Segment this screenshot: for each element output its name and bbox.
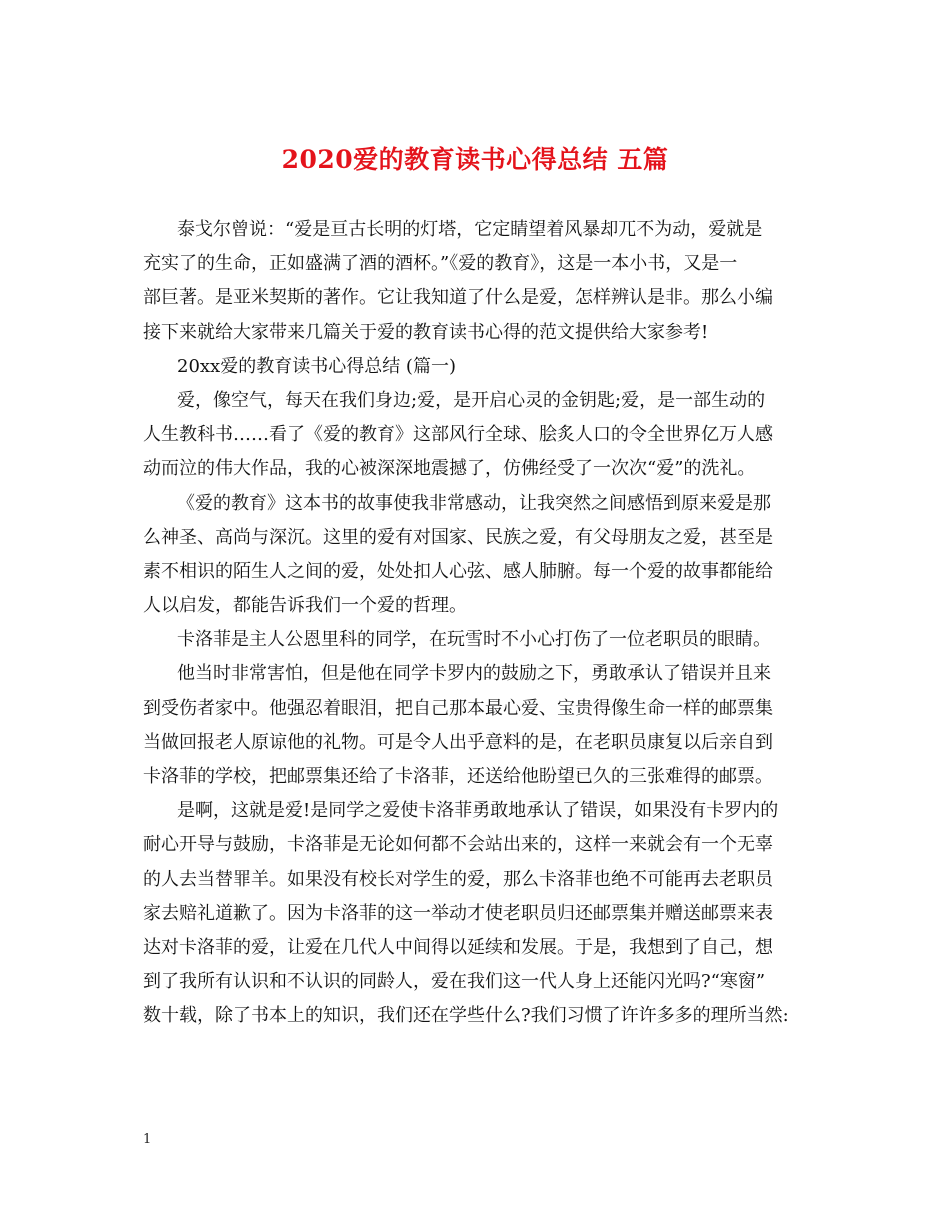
- document-title: 2020爱的教育读书心得总结 五篇: [281, 145, 669, 174]
- text-line: 达对卡洛菲的爱，让爱在几代人中间得以延续和发展。于是，我想到了自己，想: [143, 936, 773, 958]
- text-line: 卡洛菲的学校，把邮票集还给了卡洛菲，还送给他盼望已久的三张难得的邮票。: [143, 766, 773, 787]
- text-line: 充实了的生命，正如盛满了酒的酒杯。”《爱的教育》，这是一本小书，又是一: [143, 253, 738, 275]
- text-line: 《爱的教育》这本书的故事使我非常感动，让我突然之间感悟到原来爱是那: [177, 492, 771, 514]
- text-line: 接下来就给大家带来几篇关于爱的教育读书心得的范文提供给大家参考!: [143, 321, 709, 343]
- document-body: [143, 213, 823, 1034]
- text-line: 是啊，这就是爱!是同学之爱使卡洛菲勇敢地承认了错误，如果没有卡罗内的: [177, 800, 779, 822]
- text-line: 家去赔礼道歉了。因为卡洛菲的这一举动才使老职员归还邮票集并赠送邮票来表: [143, 902, 773, 924]
- text-line: 数十载，除了书本上的知识，我们还在学些什么?我们习惯了许许多多的理所当然:: [143, 1005, 789, 1027]
- text-line: 卡洛菲是主人公恩里科的同学，在玩雪时不小心打伤了一位老职员的眼睛。: [177, 629, 771, 651]
- text-line: 泰戈尔曾说：“爱是亘古长明的灯塔，它定睛望着风暴却兀不为动，爱就是: [177, 219, 763, 240]
- text-line: 到受伤者家中。他强忍着眼泪，把自己那本最心爱、宝贵得像生命一样的邮票集: [143, 697, 773, 719]
- text-line: 他当时非常害怕，但是他在同学卡罗内的鼓励之下，勇敢承认了错误并且来: [177, 663, 771, 685]
- text-line: 到了我所有认识和不认识的同龄人，爱在我们这一代人身上还能闪光吗?“寒窗”: [143, 971, 766, 993]
- text-line: 耐心开导与鼓励，卡洛菲是无论如何都不会站出来的，这样一来就会有一个无辜: [143, 834, 773, 856]
- text-line: 爱，像空气，每天在我们身边;爱，是开启心灵的金钥匙;爱，是一部生动的: [177, 389, 766, 411]
- text-line: 当做回报老人原谅他的礼物。可是令人出乎意料的是，在老职员康复以后亲自到: [143, 731, 773, 753]
- text-line: 人以启发，都能告诉我们一个爱的哲理。: [143, 595, 467, 617]
- page-number: 1: [143, 1132, 152, 1147]
- text-line: 的人去当替罪羊。如果没有校长对学生的爱，那么卡洛菲也绝不可能再去老职员: [143, 868, 773, 890]
- text-line: 部巨著。是亚米契斯的著作。它让我知道了什么是爱，怎样辨认是非。那么小编: [143, 287, 773, 309]
- text-line: 素不相识的陌生人之间的爱，处处扣人心弦、感人肺腑。每一个爱的故事都能给: [143, 560, 773, 582]
- text-line: 人生教科书……看了《爱的教育》这部风行全球、脍炙人口的令全世界亿万人感: [143, 424, 773, 446]
- text-line: 20xx爱的教育读书心得总结 (篇一): [177, 355, 456, 377]
- text-line: 么神圣、高尚与深沉。这里的爱有对国家、民族之爱，有父母朋友之爱，甚至是: [143, 526, 773, 548]
- text-line: 动而泣的伟大作品，我的心被深深地震撼了，仿佛经受了一次次“爱”的洗礼。: [143, 458, 756, 480]
